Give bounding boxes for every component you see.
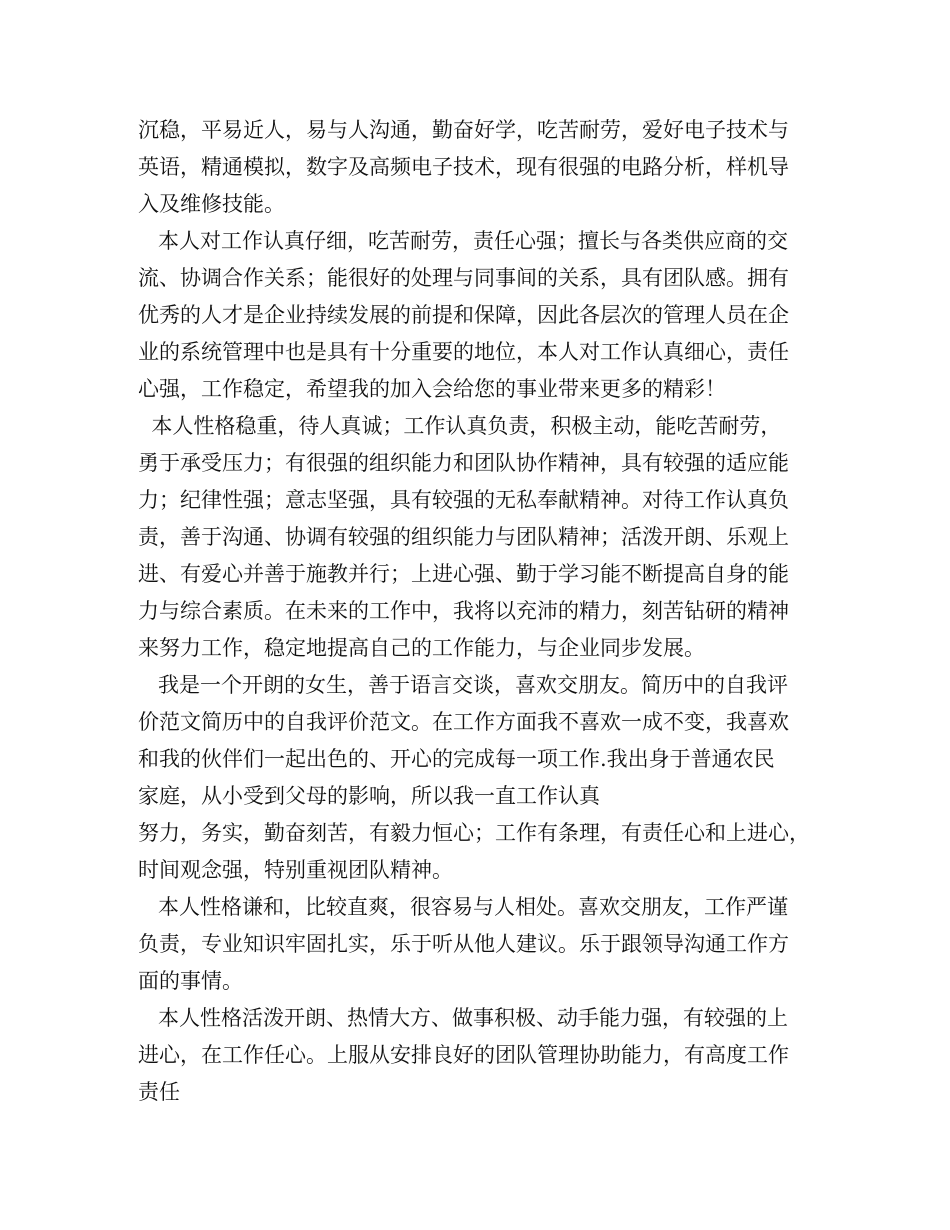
text-line: 价范文简历中的自我评价范文。在工作方面我不喜欢一成不变，我喜欢 bbox=[138, 710, 789, 734]
text-line: 本人对工作认真仔细，吃苦耐劳，责任心强；擅长与各类供应商的交 bbox=[138, 229, 789, 253]
text-line: 来努力工作，稳定地提高自己的工作能力，与企业同步发展。 bbox=[138, 636, 705, 660]
document-body bbox=[138, 112, 838, 1111]
text-line: 沉稳，平易近人，易与人沟通，勤奋好学，吃苦耐劳，爱好电子技术与 bbox=[138, 118, 789, 142]
text-line: 面的事情。 bbox=[138, 969, 243, 993]
text-line: 力；纪律性强；意志坚强，具有较强的无私奉献精神。对待工作认真负 bbox=[138, 488, 789, 512]
text-line: 本人性格谦和，比较直爽，很容易与人相处。喜欢交朋友，工作严谨 bbox=[138, 895, 789, 919]
text-line: 努力，务实，勤奋刻苦，有毅力恒心；工作有条理，有责任心和上进心， bbox=[138, 821, 810, 845]
text-line: 流、协调合作关系；能很好的处理与同事间的关系，具有团队感。拥有 bbox=[138, 266, 789, 290]
text-line: 入及维修技能。 bbox=[138, 192, 285, 216]
text-line: 勇于承受压力；有很强的组织能力和团队协作精神，具有较强的适应能 bbox=[138, 451, 789, 475]
text-line: 进心，在工作任心。上服从安排良好的团队管理协助能力，有高度工作 bbox=[138, 1043, 789, 1067]
text-line: 家庭，从小受到父母的影响，所以我一直工作认真 bbox=[138, 784, 600, 808]
text-line: 英语，精通模拟，数字及高频电子技术，现有很强的电路分析，样机导 bbox=[138, 155, 789, 179]
text-line: 和我的伙伴们一起出色的、开心的完成每一项工作.我出身于普通农民 bbox=[138, 747, 775, 771]
text-line: 进、有爱心并善于施教并行；上进心强、勤于学习能不断提高自身的能 bbox=[138, 562, 789, 586]
text-line: 力与综合素质。在未来的工作中，我将以充沛的精力，刻苦钻研的精神 bbox=[138, 599, 789, 623]
text-line: 我是一个开朗的女生，善于语言交谈，喜欢交朋友。简历中的自我评 bbox=[138, 673, 789, 697]
text-line: 时间观念强，特别重视团队精神。 bbox=[138, 858, 453, 882]
text-line: 业的系统管理中也是具有十分重要的地位，本人对工作认真细心，责任 bbox=[138, 340, 789, 364]
text-line: 责，善于沟通、协调有较强的组织能力与团队精神；活泼开朗、乐观上 bbox=[138, 525, 789, 549]
text-line: 优秀的人才是企业持续发展的前提和保障，因此各层次的管理人员在企 bbox=[138, 303, 789, 327]
text-line: 责任 bbox=[138, 1080, 180, 1104]
text-line: 负责，专业知识牢固扎实，乐于听从他人建议。乐于跟领导沟通工作方 bbox=[138, 932, 789, 956]
text-line: 心强，工作稳定，希望我的加入会给您的事业带来更多的精彩！ bbox=[138, 377, 726, 401]
text-line: 本人性格活泼开朗、热情大方、做事积极、动手能力强，有较强的上 bbox=[138, 1006, 789, 1030]
text-line: 本人性格稳重，待人真诚；工作认真负责，积极主动，能吃苦耐劳， bbox=[138, 414, 782, 438]
